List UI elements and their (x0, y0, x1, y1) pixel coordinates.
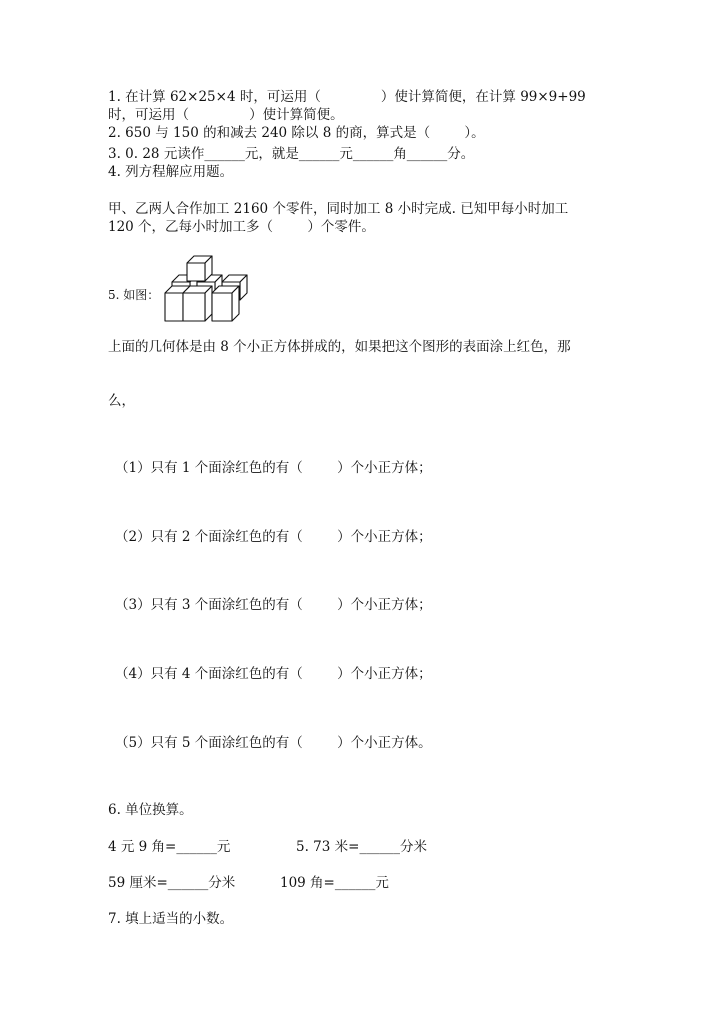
unit-conversion-3: 59 厘米=______分米 (108, 875, 236, 891)
question-4-heading: 4. 列方程解应用题。 (108, 164, 234, 180)
question-3: 3. 0. 28 元读作______元，就是______元______角______分。 (108, 146, 475, 162)
question-5-label: 5. 如图： (108, 288, 160, 302)
unit-conversion-4: 109 角=______元 (280, 875, 389, 891)
question-4-text-line-1: 甲、乙两人合作加工 2160 个零件，同时加工 8 小时完成. 已知甲每小时加工 (108, 201, 569, 217)
stacked-cubes-figure (160, 253, 255, 328)
question-2: 2. 650 与 150 的和减去 240 除以 8 的商，算式是（ ）。 (108, 125, 485, 141)
question-5-text-line-1: 上面的几何体是由 8 个小正方体拼成的，如果把这个图形的表面涂上红色，那 (108, 339, 571, 355)
question-5-item-2: （2）只有 2 个面涂红色的有（ ）个小正方体； (115, 529, 432, 545)
question-4-text-line-2: 120 个，乙每小时加工多（ ）个零件。 (108, 219, 375, 235)
question-5-item-4: （4）只有 4 个面涂红色的有（ ）个小正方体； (115, 666, 432, 682)
question-5-item-5: （5）只有 5 个面涂红色的有（ ）个小正方体。 (115, 735, 432, 751)
question-7-heading: 7. 填上适当的小数。 (108, 911, 234, 927)
question-5-item-1: （1）只有 1 个面涂红色的有（ ）个小正方体； (115, 460, 432, 476)
unit-conversion-1: 4 元 9 角=______元 (108, 839, 231, 855)
question-5-item-3: （3）只有 3 个面涂红色的有（ ）个小正方体； (115, 597, 432, 613)
question-1-line-1: 1. 在计算 62×25×4 时，可运用（ ）使计算简便，在计算 99×9+99 (108, 89, 586, 105)
question-1-line-2: 时，可运用（ ）使计算简便。 (108, 107, 344, 123)
question-6-heading: 6. 单位换算。 (108, 802, 193, 818)
question-5-text-line-2: 么， (108, 393, 135, 409)
unit-conversion-2: 5. 73 米=______分米 (296, 839, 427, 855)
